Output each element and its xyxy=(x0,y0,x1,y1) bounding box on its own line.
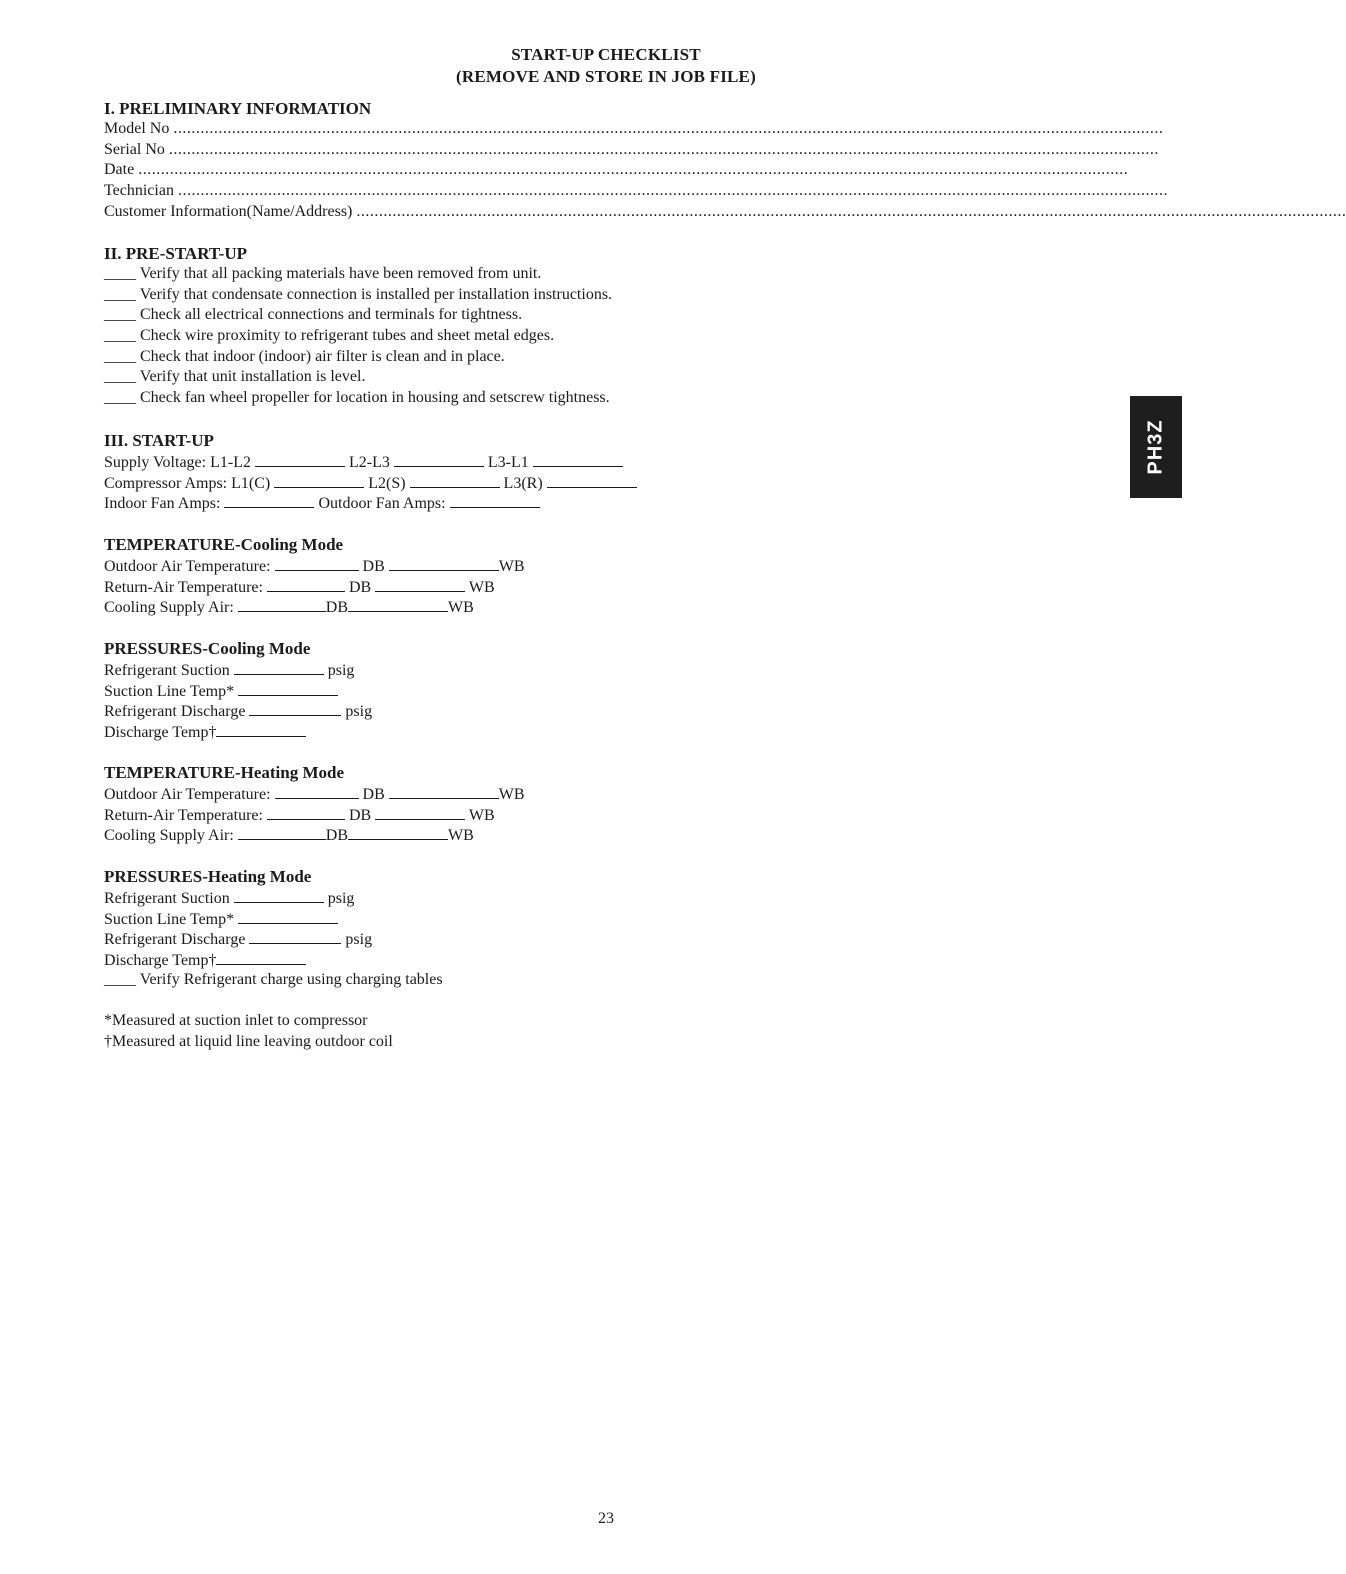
db-label: DB xyxy=(362,558,385,575)
db-label: DB xyxy=(325,599,349,617)
refrigerant-suction-row xyxy=(104,659,904,680)
prestartup-section xyxy=(104,243,904,409)
compressor-amps-label: Compressor Amps: L1(C) xyxy=(104,474,271,492)
db-blank[interactable] xyxy=(238,596,326,612)
press-heating-section xyxy=(104,866,904,990)
footnote-dagger: †Measured at liquid line leaving outdoor coil xyxy=(104,1032,393,1050)
temp-heating-heading: TEMPERATURE-Heating Mode xyxy=(104,763,345,782)
press-cooling-section xyxy=(104,638,904,742)
preliminary-section xyxy=(104,98,1346,222)
cooling-supply-air-row xyxy=(104,824,904,845)
checklist-item[interactable] xyxy=(104,367,904,388)
check-blank[interactable]: ____ xyxy=(104,265,136,282)
outdoor-fan-label: Outdoor Fan Amps: xyxy=(318,495,446,513)
outdoor-air-temp-label: Outdoor Air Temperature: xyxy=(104,558,271,575)
suction-temp-blank[interactable] xyxy=(238,680,338,696)
check-blank[interactable]: ____ xyxy=(104,327,136,345)
wb-label: WB xyxy=(468,806,495,824)
cooling-supply-air-label: Cooling Supply Air: xyxy=(104,827,234,845)
checklist-item-text: Verify that unit installation is level. xyxy=(139,368,366,386)
suction-blank[interactable] xyxy=(234,659,324,675)
checklist-item-text: Check all electrical connections and terminals for tightness. xyxy=(140,306,523,324)
field-label: Model No xyxy=(104,120,170,137)
checklist-item[interactable] xyxy=(104,388,904,409)
refrigerant-suction-label: Refrigerant Suction xyxy=(104,662,230,679)
cooling-supply-air-row xyxy=(104,596,904,617)
wb-label: WB xyxy=(498,786,525,803)
refrigerant-discharge-row xyxy=(104,700,904,721)
indoor-fan-label: Indoor Fan Amps: xyxy=(104,495,221,513)
check-blank[interactable]: ____ xyxy=(104,285,136,303)
wb-label: WB xyxy=(448,599,474,617)
dotted-leader: ............................................................................................................................................................................................................................ xyxy=(138,161,1129,179)
footnotes xyxy=(104,1011,393,1052)
return-air-temp-label: Return-Air Temperature: xyxy=(104,806,263,824)
indoor-fan-blank[interactable] xyxy=(224,492,314,508)
preliminary-heading: I. PRELIMINARY INFORMATION xyxy=(104,99,372,118)
temp-heating-section xyxy=(104,762,904,845)
suction-line-temp-label: Suction Line Temp* xyxy=(104,682,235,700)
customer-info-field[interactable] xyxy=(104,202,1346,223)
title-line-2: (REMOVE AND STORE IN JOB FILE) xyxy=(456,67,756,86)
refrigerant-suction-label: Refrigerant Suction xyxy=(104,890,230,907)
l2-l3-blank[interactable] xyxy=(394,451,484,467)
discharge-temp-blank[interactable] xyxy=(216,721,306,737)
checklist-item-text: Verify that all packing materials have been removed from unit. xyxy=(139,265,542,282)
technician-field[interactable] xyxy=(104,181,1168,202)
field-label: Customer Information(Name/Address) xyxy=(104,202,353,220)
discharge-temp-blank[interactable] xyxy=(216,949,306,965)
checklist-item-text: Check that indoor (indoor) air filter is clean and in place. xyxy=(140,347,505,365)
fan-amps-row xyxy=(104,492,904,513)
model-no-field[interactable] xyxy=(104,119,1164,140)
db-blank[interactable] xyxy=(275,555,359,571)
temp-cooling-section xyxy=(104,534,904,617)
db-blank[interactable] xyxy=(238,824,326,840)
suction-line-temp-label: Suction Line Temp* xyxy=(104,910,235,928)
wb-blank[interactable] xyxy=(348,824,448,840)
verify-charge-text: Verify Refrigerant charge using charging tables xyxy=(139,970,443,988)
checklist-item[interactable] xyxy=(104,305,904,326)
l3-l1-label: L3-L1 xyxy=(487,454,529,471)
supply-voltage-label: Supply Voltage: L1-L2 xyxy=(104,454,251,471)
psig-unit: psig xyxy=(327,890,355,907)
wb-blank[interactable] xyxy=(375,576,465,592)
l1-l2-blank[interactable] xyxy=(255,451,345,467)
discharge-temp-row xyxy=(104,721,904,742)
side-tab-label: PH3Z xyxy=(1144,419,1167,475)
return-air-temp-row xyxy=(104,804,904,825)
cooling-supply-air-label: Cooling Supply Air: xyxy=(104,599,234,617)
return-air-temp-label: Return-Air Temperature: xyxy=(104,578,263,596)
psig-unit: psig xyxy=(327,662,355,679)
check-blank[interactable]: ____ xyxy=(104,389,136,407)
psig-unit: psig xyxy=(345,703,373,721)
refrigerant-discharge-label: Refrigerant Discharge xyxy=(104,931,246,949)
db-blank[interactable] xyxy=(275,783,359,799)
date-field[interactable] xyxy=(104,160,1129,181)
wb-label: WB xyxy=(498,558,525,575)
refrigerant-suction-row xyxy=(104,887,904,908)
field-label: Serial No xyxy=(104,140,165,158)
l1c-blank[interactable] xyxy=(274,472,364,488)
discharge-blank[interactable] xyxy=(249,928,341,944)
suction-line-temp-row xyxy=(104,908,904,929)
footnote-star: *Measured at suction inlet to compressor xyxy=(104,1012,368,1029)
checklist-item-text: Check fan wheel propeller for location in housing and setscrew tightness. xyxy=(140,389,610,407)
dotted-leader: ............................................................................................................................................................................................................................ xyxy=(173,120,1164,137)
suction-line-temp-row xyxy=(104,680,904,701)
check-blank[interactable]: ____ xyxy=(104,368,136,386)
startup-section xyxy=(104,430,904,513)
press-heating-heading: PRESSURES-Heating Mode xyxy=(104,867,312,886)
checklist-item[interactable] xyxy=(104,326,904,347)
l2-l3-label: L2-L3 xyxy=(348,454,390,471)
serial-no-field[interactable] xyxy=(104,140,1159,161)
prestartup-heading: II. PRE-START-UP xyxy=(104,244,247,263)
side-tab xyxy=(1130,396,1182,498)
supply-voltage-row xyxy=(104,451,904,472)
outdoor-air-temp-label: Outdoor Air Temperature: xyxy=(104,786,271,803)
outdoor-air-temp-row xyxy=(104,555,904,576)
db-label: DB xyxy=(348,806,372,824)
psig-unit: psig xyxy=(345,931,373,949)
db-blank[interactable] xyxy=(267,804,345,820)
wb-blank[interactable] xyxy=(348,596,448,612)
l3r-label: L3(R) xyxy=(503,474,543,492)
dotted-leader: ............................................................................................................................................................................................................................ xyxy=(177,182,1168,200)
wb-label: WB xyxy=(468,578,495,596)
suction-temp-blank[interactable] xyxy=(238,908,338,924)
db-blank[interactable] xyxy=(267,576,345,592)
wb-label: WB xyxy=(448,827,474,845)
check-blank[interactable]: ____ xyxy=(104,970,136,988)
l3-l1-blank[interactable] xyxy=(533,451,623,467)
l2s-label: L2(S) xyxy=(368,474,406,492)
db-label: DB xyxy=(325,827,349,845)
discharge-temp-row xyxy=(104,949,904,970)
l3r-blank[interactable] xyxy=(547,472,637,488)
db-label: DB xyxy=(362,786,385,803)
checklist-item[interactable] xyxy=(104,285,904,306)
discharge-blank[interactable] xyxy=(249,700,341,716)
wb-blank[interactable] xyxy=(389,555,499,571)
page-title xyxy=(0,44,1212,88)
dotted-leader: ............................................................................................................................................................................................................................ xyxy=(356,202,1346,220)
checklist-item[interactable] xyxy=(104,264,904,285)
checklist-item[interactable] xyxy=(104,347,904,368)
checklist-item-text: Verify that condensate connection is installed per installation instructions. xyxy=(139,285,613,303)
db-label: DB xyxy=(348,578,372,596)
outdoor-air-temp-row xyxy=(104,783,904,804)
wb-blank[interactable] xyxy=(389,783,499,799)
startup-heading: III. START-UP xyxy=(104,431,214,450)
discharge-temp-label: Discharge Temp† xyxy=(104,724,217,742)
checklist-item-text: Check wire proximity to refrigerant tubes and sheet metal edges. xyxy=(140,327,555,345)
wb-blank[interactable] xyxy=(375,804,465,820)
dotted-leader: ............................................................................................................................................................................................................................ xyxy=(168,140,1159,158)
compressor-amps-row xyxy=(104,472,904,493)
check-blank[interactable]: ____ xyxy=(104,347,136,365)
return-air-temp-row xyxy=(104,576,904,597)
verify-charge-item[interactable] xyxy=(104,970,904,991)
temp-cooling-heading: TEMPERATURE-Cooling Mode xyxy=(104,535,344,554)
l2s-blank[interactable] xyxy=(410,472,500,488)
discharge-temp-label: Discharge Temp† xyxy=(104,952,217,970)
outdoor-fan-blank[interactable] xyxy=(450,492,540,508)
check-blank[interactable]: ____ xyxy=(104,306,136,324)
title-line-1: START-UP CHECKLIST xyxy=(511,45,701,64)
field-label: Technician xyxy=(104,182,174,200)
refrigerant-discharge-label: Refrigerant Discharge xyxy=(104,703,246,721)
press-cooling-heading: PRESSURES-Cooling Mode xyxy=(104,639,311,658)
page-number: 23 xyxy=(598,1510,614,1527)
refrigerant-discharge-row xyxy=(104,928,904,949)
field-label: Date xyxy=(104,161,135,179)
suction-blank[interactable] xyxy=(234,887,324,903)
